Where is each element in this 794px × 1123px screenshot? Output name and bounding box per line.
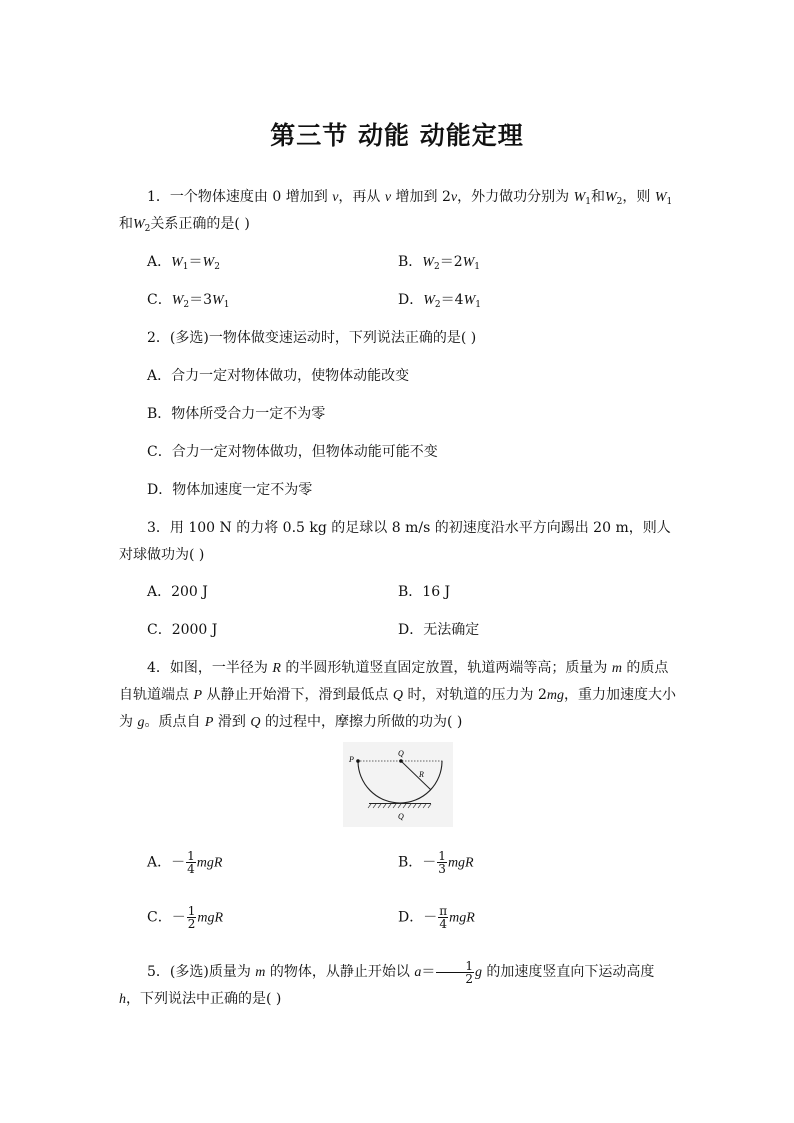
q3-option-d: D．无法确定 [398,622,480,638]
q2-option-c: C．合力一定对物体做功，但物体动能可能不变 [147,444,438,460]
q3-option-c: C．2000 J [147,622,218,638]
q4-option-d: D．－ $\frac{\pi}{4}$ mgR [398,904,475,931]
q1-option-d: D．$W_2=4W_1$ [398,292,481,310]
question-4-stem: 4．如图，一半径为 R 的半圆形轨道竖直固定放置，轨道两端等高；质量为 m 的质点自轨道端点 P 从静止开始滑下，滑到最低点 Q 时，对轨道的压力为 2mg，重力加速度大小为 g。质点自 P 滑到 Q 的过程中，摩擦力所做的功为( ) [119,660,676,730]
question-2-stem: 2．(多选)一物体做变速运动时，下列说法正确的是( ) [147,330,477,346]
fraction: $\frac{1}{2}$ [436,960,474,985]
fraction: $\frac{1}{3}$ [438,849,446,876]
q2-option-a: A．合力一定对物体做功，使物体动能改变 [147,368,410,384]
q4-option-c: C．－ $\frac{1}{2}$ mgR [147,904,224,931]
question-1-stem: 1．一个物体速度由 0 增加到 v，再从 v 增加到 2v，外力做功分别为 $W_1$和$W_2$，则 $W_1$和$W_2$关系正确的是( ) [119,189,673,234]
q3-option-a: A．200 J [147,584,208,600]
fraction: $\frac{1}{4}$ [187,849,195,876]
q1-option-b: B．$W_2=2W_1$ [398,254,481,272]
q4-option-b: B．－ $\frac{1}{3}$ mgR [398,849,474,876]
label-q-top: Q [398,749,404,758]
q3-option-b: B．16 J [398,584,451,600]
point-p-dot [356,759,360,763]
fraction: $\frac{\pi}{4}$ [439,904,448,931]
q2-option-d: D．物体加速度一定不为零 [147,482,313,498]
label-r: R [419,770,424,779]
semicircle-track-figure [343,742,453,827]
page-title: 第三节 动能 动能定理 [270,121,524,150]
fraction: $\frac{1}{2}$ [187,904,196,931]
q1-option-a: A．$W_1=W_2$ [147,254,220,272]
question-5-stem: 5．(多选)质量为 m 的物体，从静止开始以 a＝ $\frac{1}{2}$ g 的加速度竖直向下运动高度 h，下列说法中正确的是( ) [119,958,655,1007]
q1-option-c: C．$W_2=3W_1$ [147,292,230,310]
q2-option-b: B．物体所受合力一定不为零 [147,406,326,422]
center-dot [399,759,403,763]
q4-option-a: A．－ $\frac{1}{4}$ mgR [147,849,223,876]
label-p: P [349,755,354,764]
label-q-bottom: Q [398,812,404,821]
question-3-stem: 3．用 100 N 的力将 0.5 kg 的足球以 8 m/s 的初速度沿水平方向踢出 20 m，则人对球做功为( ) [119,520,671,563]
